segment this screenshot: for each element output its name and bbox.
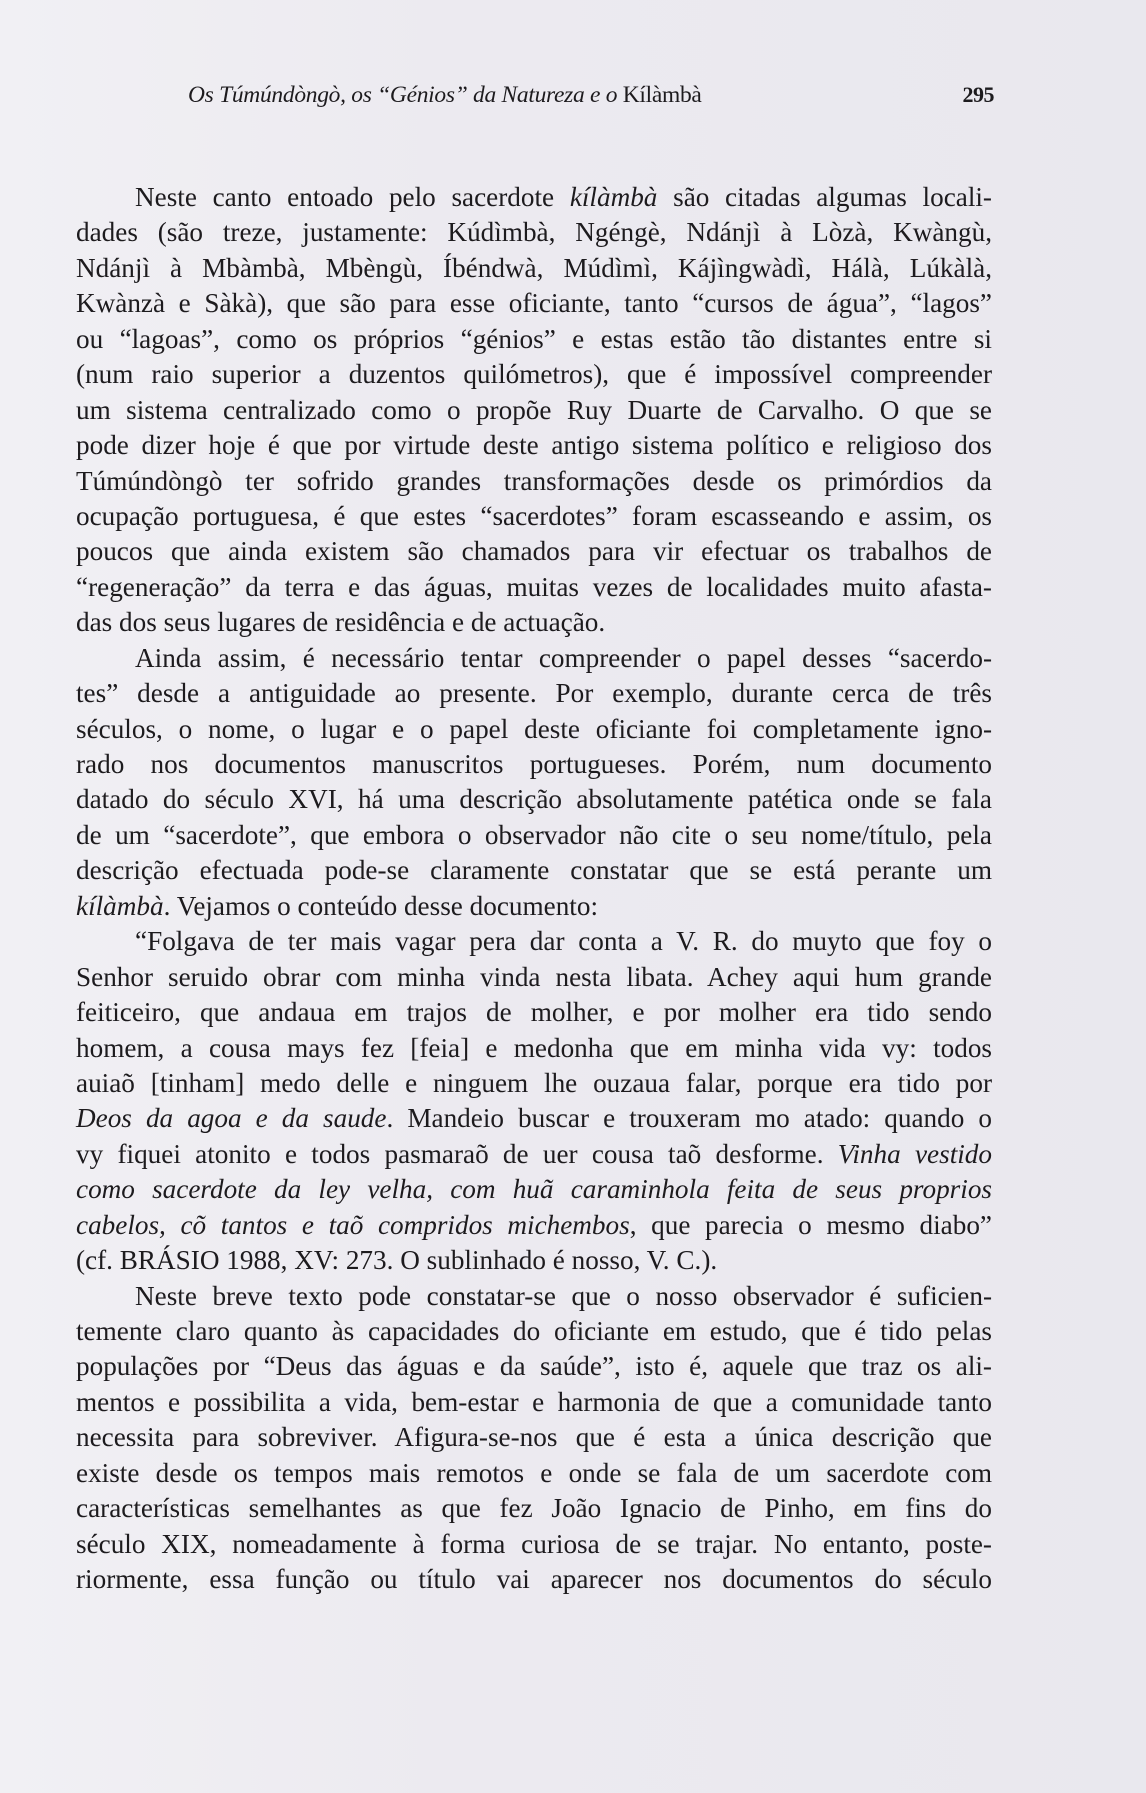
text-run: tes” desde a antiguidade ao presente. Por exemplo, durante cerca de três bbox=[76, 678, 992, 709]
text-run: Túmúndòngò ter sofrido grandes transformações desde os primórdios da bbox=[76, 465, 992, 496]
text-line bbox=[76, 1172, 992, 1207]
text-line bbox=[76, 960, 992, 995]
text-run: das dos seus lugares de residência e de actuação. bbox=[76, 607, 606, 638]
text-run: poucos que ainda existem são chamados para vir efectuar os trabalhos de bbox=[76, 536, 992, 567]
text-line bbox=[76, 1208, 992, 1243]
text-line bbox=[76, 464, 992, 499]
text-line bbox=[76, 1349, 992, 1384]
text-run: , que parecia o mesmo diabo” bbox=[629, 1209, 992, 1240]
paragraph bbox=[76, 641, 992, 925]
running-title bbox=[188, 82, 702, 109]
paragraph bbox=[76, 1279, 992, 1598]
text-line bbox=[76, 641, 992, 676]
text-run: século XIX, nomeadamente à forma curiosa de se trajar. No entanto, poste- bbox=[76, 1528, 992, 1559]
text-run: Kwànzà e Sàkà), que são para esse oficiante, tanto “cursos de água”, “lagos” bbox=[76, 288, 992, 319]
title-italic-part: Os Túmúndòngò, os “Génios” da Natureza e o bbox=[188, 82, 623, 108]
text-run: Neste canto entoado pelo sacerdote bbox=[135, 182, 570, 212]
text-run: datado do século XVI, há uma descrição absolutamente patética onde se fala bbox=[76, 784, 992, 815]
text-run: . Vejamos o conteúdo desse documento: bbox=[163, 890, 599, 921]
text-line bbox=[76, 251, 992, 286]
text-run: temente claro quanto às capacidades do oficiante em estudo, que é tido pelas bbox=[76, 1316, 992, 1346]
text-line bbox=[76, 357, 992, 392]
text-line bbox=[76, 180, 992, 215]
text-line bbox=[76, 1279, 992, 1314]
text-line bbox=[76, 1491, 992, 1526]
text-run: . Mandeio buscar e trouxeram mo atado: quando o bbox=[386, 1103, 992, 1134]
text-run: de um “sacerdote”, que embora o observador não cite o seu nome/título, pela bbox=[76, 819, 992, 850]
text-run: um sistema centralizado como o propõe Ruy Duarte de Carvalho. O que se bbox=[76, 394, 992, 425]
text-run: (num raio superior a duzentos quilómetros), que é impossível compreender bbox=[76, 359, 992, 390]
text-run: existe desde os tempos mais remotos e onde se fala de um sacerdote com bbox=[76, 1457, 992, 1488]
text-line bbox=[76, 215, 992, 250]
text-line bbox=[76, 534, 992, 569]
text-line bbox=[76, 1243, 992, 1278]
text-run: ocupação portuguesa, é que estes “sacerdotes” foram escasseando e assim, os bbox=[76, 500, 992, 531]
running-header bbox=[188, 82, 994, 118]
italic-text: cabelos, cõ tantos e taõ compridos michembos bbox=[76, 1209, 630, 1240]
text-line bbox=[76, 712, 992, 747]
text-line bbox=[76, 1137, 992, 1172]
text-line bbox=[76, 889, 992, 924]
text-run: Ainda assim, é necessário tentar compreender o papel desses “sacerdo- bbox=[135, 642, 992, 673]
text-line bbox=[76, 1101, 992, 1136]
text-line bbox=[76, 1527, 992, 1562]
paragraph bbox=[76, 180, 992, 641]
italic-text: como sacerdote da ley velha, com huã caraminhola feita de seus proprios bbox=[76, 1174, 992, 1205]
paragraph bbox=[76, 924, 992, 1278]
text-line bbox=[76, 1562, 992, 1597]
italic-text: Vinha vestido bbox=[837, 1138, 992, 1169]
text-run: necessita para sobreviver. Afigura-se-nos que é esta a única descrição que bbox=[76, 1422, 992, 1453]
text-run: (cf. BRÁSIO 1988, XV: 273. O sublinhado é nosso, V. C.). bbox=[76, 1245, 718, 1276]
text-run: auiaõ [tinham] medo delle e ninguem lhe ouzaua falar, porque era tido por bbox=[76, 1067, 992, 1098]
text-line bbox=[76, 570, 992, 605]
text-line bbox=[76, 322, 992, 357]
text-line bbox=[76, 676, 992, 711]
text-line bbox=[76, 1031, 992, 1066]
text-line bbox=[76, 1420, 992, 1455]
body-text bbox=[76, 180, 992, 1598]
page-number: 295 bbox=[962, 82, 994, 107]
text-line bbox=[76, 286, 992, 321]
text-line bbox=[76, 782, 992, 817]
text-run: mentos e possibilita a vida, bem-estar e harmonia de que a comunidade tanto bbox=[76, 1386, 992, 1417]
text-run: feiticeiro, que andaua em trajos de molher, e por molher era tido sendo bbox=[76, 997, 992, 1028]
text-run: Senhor seruido obrar com minha vinda nesta libata. Achey aqui hum grande bbox=[76, 961, 992, 992]
text-run: vy fiquei atonito e todos pasmaraõ de uer cousa taõ desforme. bbox=[76, 1138, 838, 1169]
text-line bbox=[76, 995, 992, 1030]
text-line bbox=[76, 428, 992, 463]
text-line bbox=[76, 853, 992, 888]
italic-text: Deos da agoa e da saude bbox=[76, 1103, 387, 1134]
text-run: descrição efectuada pode-se claramente constatar que se está perante um bbox=[76, 855, 992, 886]
text-run: são citadas algumas locali- bbox=[657, 182, 992, 212]
text-run: Neste breve texto pode constatar-se que o nosso observador é suficien- bbox=[135, 1280, 992, 1311]
text-run: homem, a cousa mays fez [feia] e medonha que em minha vida vy: todos bbox=[76, 1032, 992, 1063]
text-run: dades (são treze, justamente: Kúdìmbà, Ngéngè, Ndánjì à Lòzà, Kwàngù, bbox=[76, 217, 992, 248]
text-run: “Folgava de ter mais vagar pera dar conta a V. R. do muyto que foy o bbox=[135, 926, 992, 957]
text-line bbox=[76, 605, 992, 640]
text-run: características semelhantes as que fez João Ignacio de Pinho, em fins do bbox=[76, 1493, 992, 1524]
italic-text: kílàmbà bbox=[569, 182, 658, 212]
text-run: populações por “Deus das águas e da saúde”, isto é, aquele que traz os ali- bbox=[76, 1351, 992, 1382]
text-run: Ndánjì à Mbàmbà, Mbèngù, Íbéndwà, Múdìmì, Kájìngwàdì, Hálà, Lúkàlà, bbox=[76, 252, 992, 283]
text-line bbox=[76, 499, 992, 534]
text-run: “regeneração” da terra e das águas, muitas vezes de localidades muito afasta- bbox=[76, 571, 992, 602]
text-run: riormente, essa função ou título vai aparecer nos documentos do século bbox=[76, 1564, 992, 1595]
text-run: rado nos documentos manuscritos portugueses. Porém, num documento bbox=[76, 749, 992, 779]
text-run: séculos, o nome, o lugar e o papel deste oficiante foi completamente igno- bbox=[76, 713, 992, 744]
text-line bbox=[76, 1385, 992, 1420]
text-line bbox=[76, 747, 992, 782]
text-line bbox=[76, 818, 992, 853]
text-line bbox=[76, 924, 992, 959]
title-upright-part: Kílàmbà bbox=[622, 82, 702, 108]
text-line bbox=[76, 1456, 992, 1491]
text-line bbox=[76, 393, 992, 428]
text-line bbox=[76, 1066, 992, 1101]
text-run: ou “lagoas”, como os próprios “génios” e estas estão tão distantes entre si bbox=[76, 323, 992, 354]
text-line bbox=[76, 1314, 992, 1349]
text-run: pode dizer hoje é que por virtude deste antigo sistema político e religioso dos bbox=[76, 430, 992, 461]
italic-text: kílàmbà bbox=[76, 890, 164, 921]
